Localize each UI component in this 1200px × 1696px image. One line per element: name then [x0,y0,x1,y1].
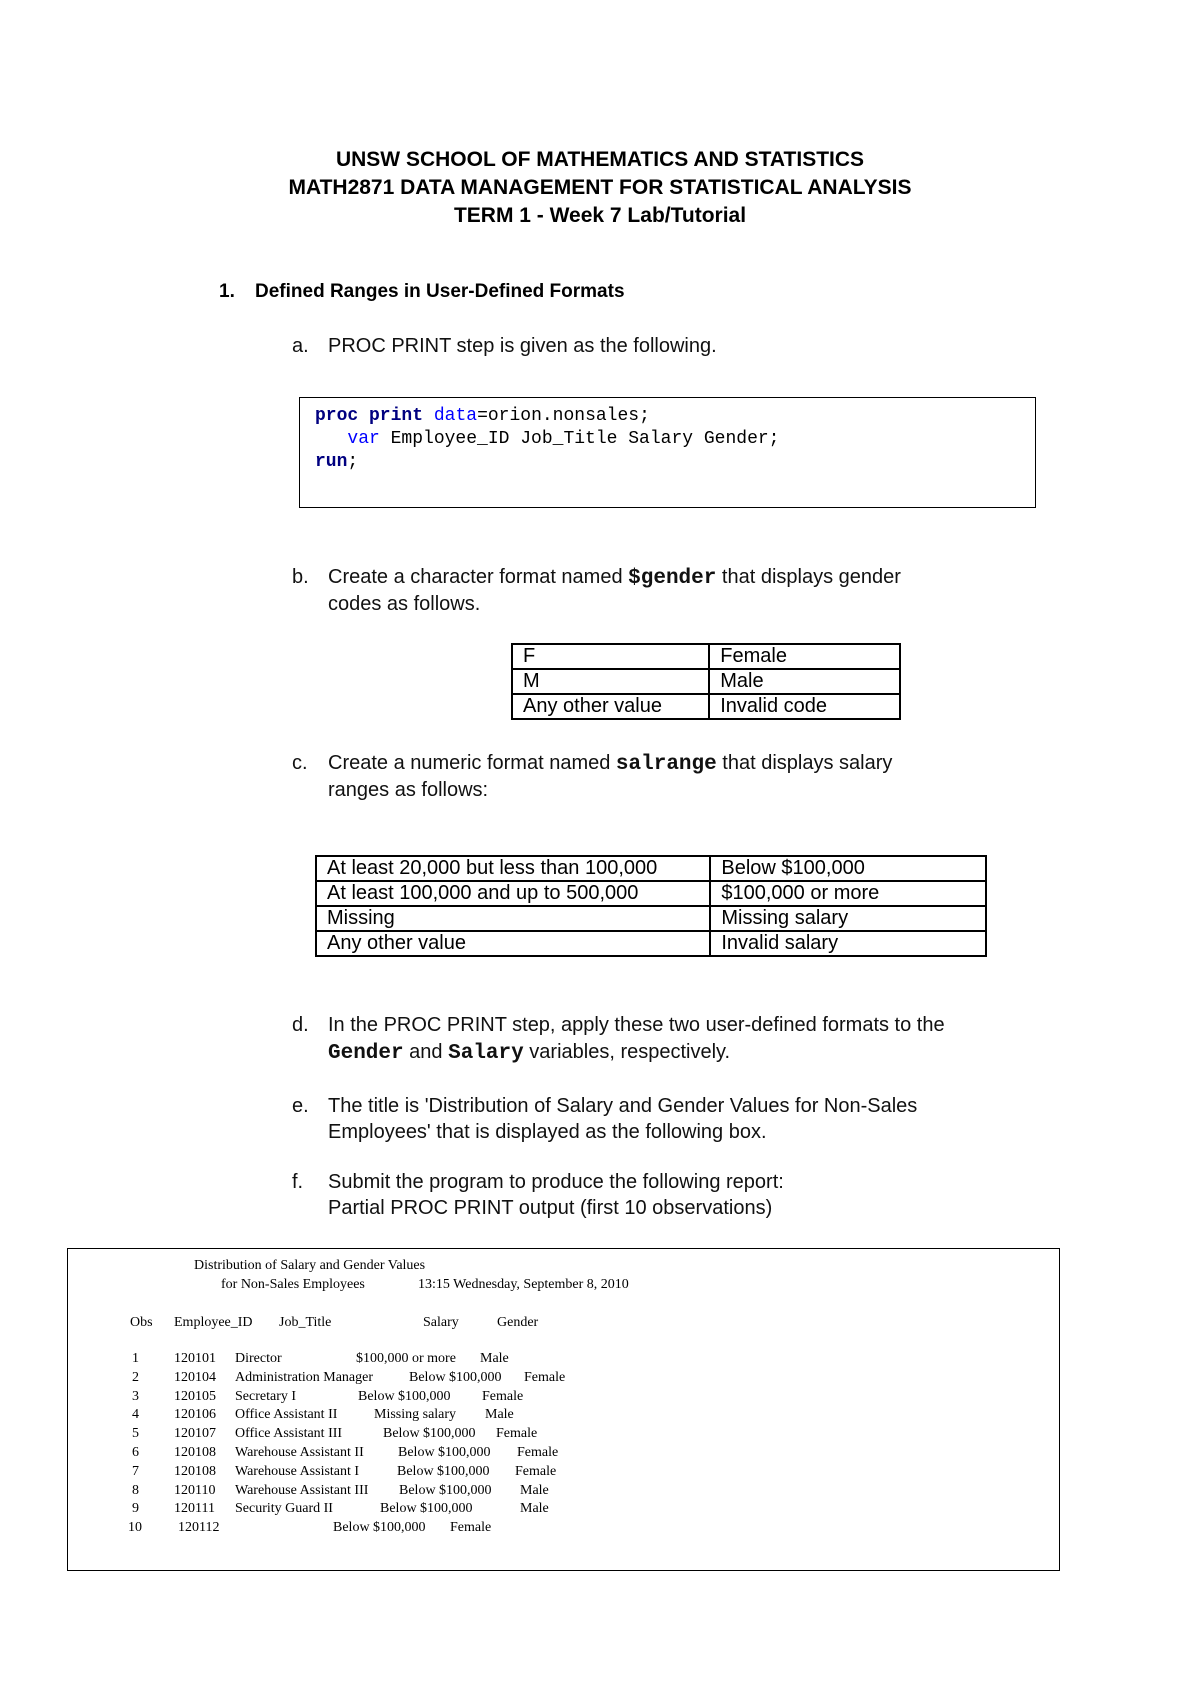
format-name: $gender [628,567,717,590]
item-label: a. [292,335,309,357]
gender-format-table [511,643,901,720]
output-cell-employee-id: 120110 [174,1482,216,1498]
output-cell-obs: 5 [132,1426,139,1442]
output-cell-job-title: Warehouse Assistant II [235,1445,364,1460]
item-text-line2: codes as follows. [328,593,481,615]
output-cell-job-title: Warehouse Assistant III [235,1482,369,1498]
format-name: salrange [615,753,717,776]
salary-format-table [315,855,987,957]
label-cell: Missing salary [710,906,986,931]
output-cell-gender: Female [482,1388,524,1404]
output-cell-obs: 4 [132,1407,139,1423]
code-box [299,397,1036,508]
item-text-line2: Employees' that is displayed as the following box. [328,1121,767,1143]
item-text-part: that displays salary [716,752,893,774]
output-cell-obs: 9 [132,1501,139,1517]
item-text-part: Create a character format named [328,566,629,588]
table-row [512,694,900,719]
output-title-line1: Distribution of Salary and Gender Values [194,1258,426,1273]
column-header-obs: Obs [130,1315,153,1330]
output-cell-job-title: Secretary I [235,1388,297,1404]
output-cell-salary: Below $100,000 [397,1463,490,1479]
document-header [0,146,1200,230]
code-keyword: var [347,429,380,449]
output-cell-salary: $100,000 or more [356,1351,456,1366]
table-row [316,856,986,881]
item-text: PROC PRINT step is given as the following. [328,335,717,357]
output-cell-employee-id: 120111 [174,1501,215,1517]
output-timestamp: 13:15 Wednesday, September 8, 2010 [418,1277,629,1292]
code-cell: F [512,644,709,669]
item-text-line2 [328,1039,730,1067]
item-text-line2: Partial PROC PRINT output (first 10 observations) [328,1197,773,1219]
label-cell: Female [709,644,900,669]
table-row [316,881,986,906]
output-cell-gender: Female [450,1520,492,1536]
output-cell-salary: Missing salary [374,1407,457,1423]
output-cell-job-title: Security Guard II [235,1501,333,1517]
proc-print-output [67,1248,1060,1571]
item-label: e. [292,1095,309,1117]
output-cell-gender: Female [517,1445,559,1460]
item-text-part: and [403,1041,449,1063]
output-cell-gender: Female [515,1463,557,1479]
header-school: UNSW SCHOOL OF MATHEMATICS AND STATISTICS [335,148,865,171]
output-cell-salary: Below $100,000 [333,1520,426,1536]
output-cell-employee-id: 120107 [174,1426,216,1442]
output-cell-gender: Male [520,1501,549,1517]
range-cell: Any other value [316,931,710,956]
output-cell-employee-id: 120108 [174,1463,216,1479]
output-cell-employee-id: 120105 [174,1388,216,1404]
item-label: d. [292,1014,309,1036]
output-cell-gender: Female [496,1426,538,1442]
output-cell-employee-id: 120101 [174,1351,216,1366]
label-cell: Invalid salary [710,931,986,956]
item-label: b. [292,566,309,588]
range-cell: At least 100,000 and up to 500,000 [316,881,710,906]
table-row [316,931,986,956]
item-text [328,750,892,778]
range-cell: Missing [316,906,710,931]
table-row [512,644,900,669]
output-cell-job-title: Administration Manager [235,1369,374,1385]
label-cell: Invalid code [709,694,900,719]
output-cell-gender: Male [520,1482,549,1498]
code-text: Employee_ID Job_Title Salary Gender; [379,429,780,449]
section-number: 1. [219,281,235,302]
code-option: data [433,406,478,426]
item-label: f. [292,1171,304,1193]
output-cell-salary: Below $100,000 [383,1426,476,1442]
item-text: The title is 'Distribution of Salary and Gender Values for Non-Sales [328,1095,918,1117]
item-text: In the PROC PRINT step, apply these two user-defined formats to the [328,1014,945,1036]
sas-code [315,405,779,474]
column-header-salary: Salary [423,1315,459,1330]
output-cell-job-title: Office Assistant II [235,1407,338,1423]
item-text-part: variables, respectively. [523,1041,731,1063]
code-text: =orion.nonsales; [477,406,650,426]
item-text: Submit the program to produce the following report: [328,1171,784,1193]
output-cell-obs: 7 [132,1463,139,1479]
label-cell: Below $100,000 [710,856,986,881]
header-term: TERM 1 - Week 7 Lab/Tutorial [453,204,747,227]
output-cell-gender: Male [485,1407,514,1423]
output-cell-employee-id: 120104 [174,1369,216,1385]
table-row [512,669,900,694]
code-keyword: proc print [315,406,424,426]
output-cell-obs: 8 [132,1482,139,1498]
variable-gender: Gender [328,1042,404,1065]
output-cell-salary: Below $100,000 [380,1501,473,1517]
code-cell: Any other value [512,694,709,719]
output-cell-gender: Female [524,1369,566,1385]
output-cell-employee-id: 120112 [178,1520,220,1536]
item-text-part: Create a numeric format named [328,752,616,774]
output-cell-obs: 10 [128,1520,142,1536]
output-cell-job-title: Director [235,1351,282,1366]
column-header-gender: Gender [497,1315,539,1330]
output-cell-salary: Below $100,000 [409,1369,502,1385]
column-header-job-title: Job_Title [279,1315,332,1330]
output-cell-salary: Below $100,000 [398,1445,491,1460]
output-cell-salary: Below $100,000 [399,1482,492,1498]
code-keyword: run [315,452,348,472]
section-title: Defined Ranges in User-Defined Formats [255,281,625,302]
header-course: MATH2871 DATA MANAGEMENT FOR STATISTICAL ANALYSIS [288,176,912,199]
column-header-employee-id: Employee_ID [174,1315,253,1330]
item-label: c. [292,752,308,774]
output-cell-employee-id: 120108 [174,1445,216,1460]
table-row [316,906,986,931]
section-1-heading [219,281,625,303]
code-cell: M [512,669,709,694]
item-text-line2: ranges as follows: [328,779,489,801]
output-cell-job-title: Office Assistant III [235,1426,343,1442]
output-cell-obs: 6 [132,1445,139,1460]
item-text-part: that displays gender [716,566,901,588]
output-cell-obs: 3 [132,1388,139,1404]
label-cell: $100,000 or more [710,881,986,906]
range-cell: At least 20,000 but less than 100,000 [316,856,710,881]
variable-salary: Salary [448,1042,524,1065]
label-cell: Male [709,669,900,694]
output-cell-salary: Below $100,000 [358,1388,451,1404]
item-text [328,564,901,592]
output-title-line2: for Non-Sales Employees [221,1277,365,1292]
output-cell-job-title: Warehouse Assistant I [235,1463,360,1479]
output-cell-obs: 2 [132,1369,139,1385]
output-cell-gender: Male [480,1351,509,1366]
output-cell-obs: 1 [132,1351,139,1366]
output-cell-employee-id: 120106 [174,1407,216,1423]
code-text: ; [347,452,359,472]
